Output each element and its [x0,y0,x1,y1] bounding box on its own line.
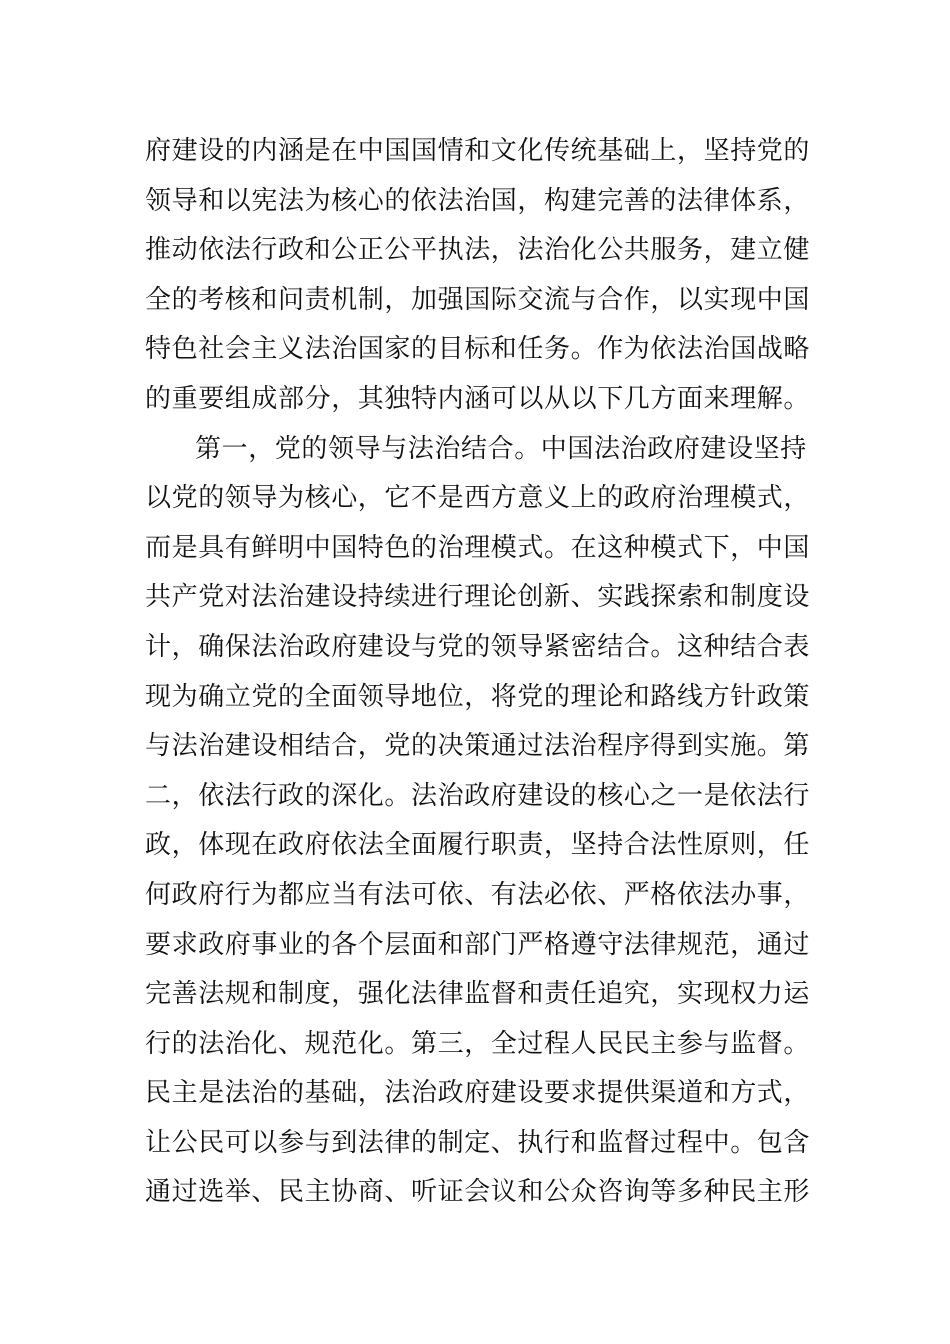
text-line: 完善法规和制度，强化法律监督和责任追究，实现权力运 [145,979,811,1010]
text-line: 要求政府事业的各个层面和部门严格遵守法律规范，通过 [145,929,811,960]
text-line: 全的考核和问责机制，加强国际交流与合作，以实现中国 [145,284,811,315]
text-line: 民主是法治的基础，法治政府建设要求提供渠道和方式， [145,1078,811,1109]
text-line: 何政府行为都应当有法可依、有法必依、严格依法办事， [145,879,811,910]
text-line: 与法治建设相结合，党的决策通过法治程序得到实施。第 [145,731,811,762]
text-line: 推动依法行政和公正公平执法，法治化公共服务，建立健 [145,235,811,266]
text-line: 政，体现在政府依法全面履行职责，坚持合法性原则，任 [145,830,811,861]
text-line: 以党的领导为核心，它不是西方意义上的政府治理模式， [145,483,811,514]
text-line: 的重要组成部分，其独特内涵可以从以下几方面来理解。 [145,383,811,414]
text-line: 二，依法行政的深化。法治政府建设的核心之一是依法行 [145,780,811,811]
body-text [145,127,815,1218]
text-line: 特色社会主义法治国家的目标和任务。作为依法治国战略 [145,334,811,365]
text-line: 计，确保法治政府建设与党的领导紧密结合。这种结合表 [145,631,811,662]
text-line: 而是具有鲜明中国特色的治理模式。在这种模式下，中国 [145,532,811,563]
text-line: 行的法治化、规范化。第三，全过程人民民主参与监督。 [145,1028,811,1059]
text-line: 领导和以宪法为核心的依法治国，构建完善的法律体系， [145,185,811,216]
text-line: 让公民可以参与到法律的制定、执行和监督过程中。包含 [145,1127,811,1158]
paragraph-start-line: 第一，党的领导与法治结合。中国法治政府建设坚持 [195,433,807,464]
text-line: 共产党对法治建设持续进行理论创新、实践探索和制度设 [145,582,811,613]
text-line: 通过选举、民主协商、听证会议和公众咨询等多种民主形 [145,1177,811,1208]
text-line: 府建设的内涵是在中国国情和文化传统基础上，坚持党的 [145,136,811,166]
text-line: 现为确立党的全面领导地位，将党的理论和路线方针政策 [145,681,811,712]
